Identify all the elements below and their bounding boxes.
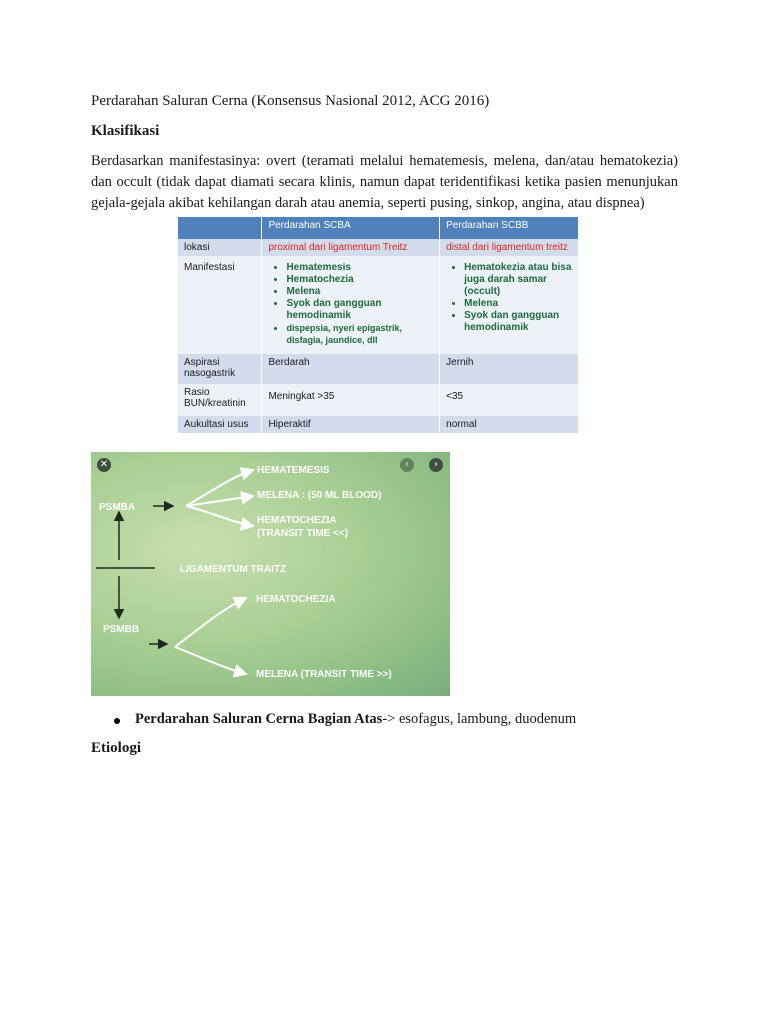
gi-bleeding-diagram	[91, 452, 450, 696]
table-header-cell: Perdarahan SCBA	[262, 217, 440, 239]
table-header-cell: Perdarahan SCBB	[440, 217, 579, 239]
row-label: Aspirasi nasogastrik	[178, 354, 262, 384]
row-label: lokasi	[178, 239, 262, 256]
label-hematochezia-top: HEMATOCHEZIA	[257, 515, 337, 526]
page-title: Perdarahan Saluran Cerna (Konsensus Nasional 2012, ACG 2016)	[91, 93, 490, 109]
table-cell: Berdarah	[262, 354, 440, 384]
bullet-item	[114, 711, 576, 728]
label-hematemesis: HEMATEMESIS	[257, 465, 330, 476]
table-cell	[262, 256, 440, 354]
table-cell: proximal dari ligamentum Treitz	[262, 239, 440, 256]
list-item: • dispepsia, nyeri epigastrik, disfagia, jaundice, dll	[286, 322, 433, 346]
table-cell	[440, 256, 579, 354]
bullet-rest-text: -> esofagus, lambung, duodenum	[382, 711, 577, 727]
label-transit-short: (TRANSIT TIME <<)	[257, 528, 349, 539]
list-item: • Hematemesis	[286, 262, 433, 274]
row-label: Manifestasi	[178, 256, 262, 354]
table-header-cell	[178, 217, 262, 239]
chevron-right-icon[interactable]: ›	[429, 458, 443, 472]
bullet-dot	[114, 718, 120, 724]
bullet-bold-text: Perdarahan Saluran Cerna Bagian Atas	[135, 711, 383, 727]
table-row	[178, 416, 579, 433]
table-row	[178, 384, 579, 416]
list-item: • Syok dan gangguan hemodinamik	[286, 298, 433, 322]
classification-table	[178, 217, 579, 433]
table-cell: <35	[440, 384, 579, 416]
label-melena-50: MELENA : (50 ML BLOOD)	[257, 490, 382, 501]
row-label: Aukultasi usus	[178, 416, 262, 433]
table-row	[178, 256, 579, 354]
heading-klasifikasi: Klasifikasi	[91, 123, 160, 139]
close-icon[interactable]: ✕	[97, 458, 111, 472]
label-psmbb: PSMBB	[103, 624, 140, 635]
list-item: • Melena	[464, 298, 572, 310]
label-hematochezia-bottom: HEMATOCHEZIA	[256, 594, 336, 605]
chevron-left-icon[interactable]: ‹	[400, 458, 414, 472]
table-cell: distal dari ligamentum treitz	[440, 239, 579, 256]
paragraph-klasifikasi: Berdasarkan manifestasinya: overt (teramati melalui hematemesis, melena, dan/atau hematokezia) dan occult (tidak dapat diamati secara klinis, namun dapat teridentifikasi ketika pasien menunjukan gejala-gejala akibat kehilangan darah atau anemia, seperti pusing, sinkop, angina, atau dispnea)	[91, 153, 678, 211]
list-scbb	[446, 262, 572, 334]
list-item: • Melena	[286, 286, 433, 298]
label-psmba: PSMBA	[99, 502, 136, 513]
table-cell: Jernih	[440, 354, 579, 384]
table-header-row	[178, 217, 579, 239]
arrow-melena-long	[175, 647, 246, 674]
list-scba	[268, 262, 433, 346]
table-cell: Meningkat >35	[262, 384, 440, 416]
list-item: • Hematochezia	[286, 274, 433, 286]
label-melena-long: MELENA (TRANSIT TIME >>)	[256, 669, 392, 680]
table-row	[178, 354, 579, 384]
heading-etiologi: Etiologi	[91, 740, 142, 756]
list-item: • Hematokezia atau bisa juga darah samar (occult)	[464, 262, 572, 298]
table-row	[178, 239, 579, 256]
label-ligamentum: LIGAMENTUM TRAITZ	[180, 564, 287, 575]
diagram-canvas	[91, 452, 450, 696]
row-label: Rasio BUN/kreatinin	[178, 384, 262, 416]
arrow-hematochezia-bottom	[175, 598, 246, 647]
arrow-hematochezia-top	[186, 506, 253, 526]
table-cell: normal	[440, 416, 579, 433]
table-cell: Hiperaktif	[262, 416, 440, 433]
list-item: • Syok dan gangguan hemodinamik	[464, 310, 572, 334]
